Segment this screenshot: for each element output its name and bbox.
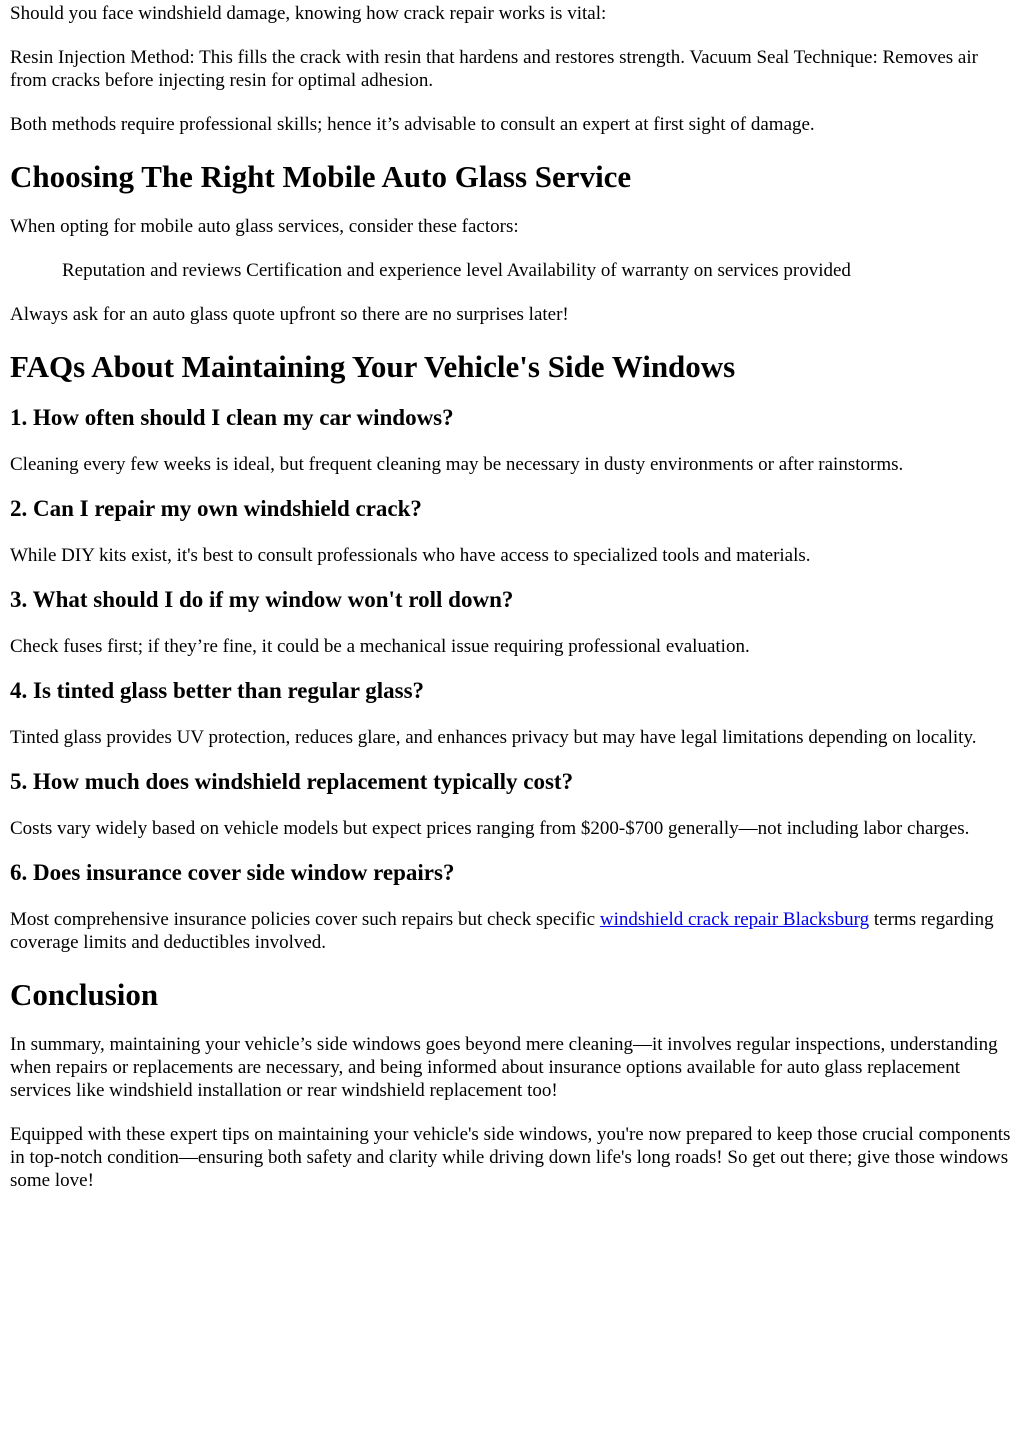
section-heading-faqs: FAQs About Maintaining Your Vehicle's Side Windows [10, 349, 736, 384]
faq-answer: Costs vary widely based on vehicle models but expect prices ranging from $200-$700 generally—not including labor charges. [10, 818, 970, 839]
section-heading-conclusion: Conclusion [10, 977, 159, 1012]
conclusion-paragraph: Equipped with these expert tips on maintaining your vehicle's side windows, you're now prepared to keep those crucial components in top-notch condition—ensuring both safety and clarity while driving down life's long roads! So get out there; give those windows some love! [10, 1124, 1011, 1191]
faq-question: 6. Does insurance cover side window repairs? [10, 860, 455, 885]
choosing-lead: When opting for mobile auto glass services, consider these factors: [10, 216, 519, 237]
faq-answer: Cleaning every few weeks is ideal, but frequent cleaning may be necessary in dusty environments or after rainstorms. [10, 454, 904, 475]
intro-methods: Resin Injection Method: This fills the crack with resin that hardens and restores strength. Vacuum Seal Technique: Removes air from cracks before injecting resin for optimal adhesion. [10, 47, 978, 91]
faq-answer [10, 908, 1014, 954]
windshield-crack-repair-link[interactable]: windshield crack repair Blacksburg [599, 909, 870, 930]
intro-advice: Both methods require professional skills; hence it’s advisable to consult an expert at first sight of damage. [10, 114, 815, 135]
faq-question: 1. How often should I clean my car windows? [10, 405, 454, 430]
intro-lead: Should you face windshield damage, knowing how crack repair works is vital: [10, 3, 607, 24]
section-heading-choosing: Choosing The Right Mobile Auto Glass Service [10, 159, 632, 194]
faq-answer-text: Most comprehensive insurance policies cover such repairs but check specific [10, 909, 600, 930]
article-body [0, 2, 1024, 1192]
faq-question: 2. Can I repair my own windshield crack? [10, 496, 422, 521]
choosing-factors: Reputation and reviews Certification and experience level Availability of warranty on services provided [62, 260, 851, 281]
faq-answer: While DIY kits exist, it's best to consult professionals who have access to specialized tools and materials. [10, 545, 811, 566]
faq-answer: Tinted glass provides UV protection, reduces glare, and enhances privacy but may have legal limitations depending on locality. [10, 727, 977, 748]
choosing-closing: Always ask for an auto glass quote upfront so there are no surprises later! [10, 304, 569, 325]
faq-answer-text: terms regarding coverage limits and deductibles involved. [10, 909, 994, 953]
faq-question: 5. How much does windshield replacement typically cost? [10, 769, 574, 794]
conclusion-paragraph: In summary, maintaining your vehicle’s side windows goes beyond mere cleaning—it involves regular inspections, understanding when repairs or replacements are necessary, and being informed about insurance options available for auto glass replacement services like windshield installation or rear windshield replacement too! [10, 1034, 998, 1101]
faq-question: 4. Is tinted glass better than regular glass? [10, 678, 425, 703]
faq-question: 3. What should I do if my window won't roll down? [10, 587, 514, 612]
faq-answer: Check fuses first; if they’re fine, it could be a mechanical issue requiring professional evaluation. [10, 636, 750, 657]
